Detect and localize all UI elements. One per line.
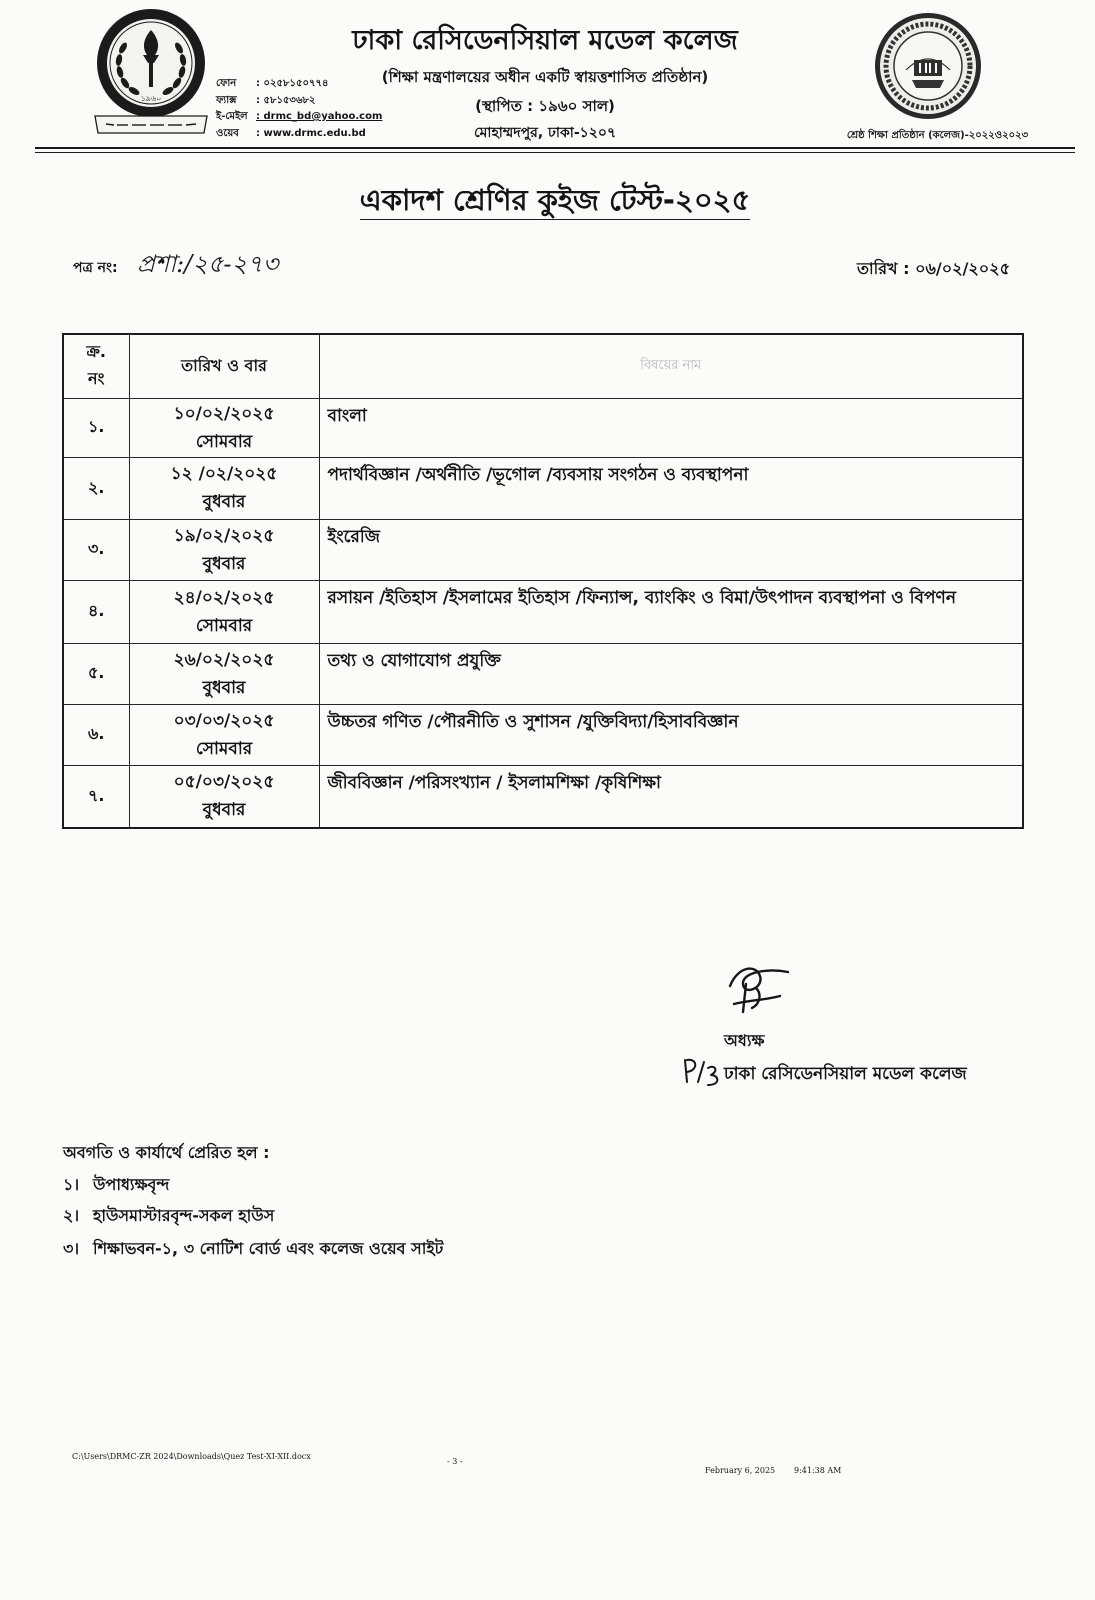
date-day-cell — [129, 765, 319, 828]
contact-value: : ৫৮১৫৩৬৮২ — [256, 94, 316, 106]
table-row — [63, 580, 1023, 643]
table-row — [63, 457, 1023, 519]
principal-signature-icon — [716, 958, 798, 1020]
notice-title-text: একাদশ শ্রেণির কুইজ টেস্ট-২০২৫ — [360, 183, 751, 220]
subject-cell: উচ্চতর গণিত /পৌরনীতি ও সুশাসন /যুক্তিবিদ্যা/হিসাববিজ্ঞান — [319, 704, 1023, 765]
subject-cell: বাংলা — [319, 398, 1023, 457]
list-item-number: ৩। — [63, 1239, 80, 1258]
college-emblem-icon — [92, 8, 210, 136]
subject-cell: রসায়ন /ইতিহাস /ইসলামের ইতিহাস /ফিন্যান্স, ব্যাংকিং ও বিমা/উৎপাদন ব্যবস্থাপনা ও বিপণন — [319, 580, 1023, 643]
exam-date: ০৩/০৩/২০২৫ — [173, 710, 275, 731]
contact-value: : www.drmc.edu.bd — [256, 127, 366, 139]
serial-cell: ৩. — [63, 519, 129, 580]
notice-title — [240, 178, 870, 227]
footer-file-path: C:\Users\DRMC-ZR 2024\Downloads\Quez Test-XI-XII.docx — [72, 1452, 311, 1461]
signatory-designation: অধ্যক্ষ — [724, 1031, 765, 1050]
emblem-year: ১৯৬০ — [140, 94, 162, 103]
date-day-cell — [129, 580, 319, 643]
footer-page-number: - 3 - — [447, 1457, 463, 1466]
list-item — [63, 1203, 274, 1230]
date-day-cell — [129, 704, 319, 765]
exam-date: ২৪/০২/২০২৫ — [173, 587, 275, 608]
header-date-day: তারিখ ও বার — [129, 334, 319, 398]
serial-cell: ১. — [63, 398, 129, 457]
list-item-text: হাউসমাস্টারবৃন্দ-সকল হাউস — [93, 1206, 275, 1225]
serial-cell: ৪. — [63, 580, 129, 643]
date-day-cell — [129, 643, 319, 704]
subject-cell: পদার্থবিজ্ঞান /অর্থনীতি /ভূগোল /ব্যবসায় সংগঠন ও ব্যবস্থাপনা — [319, 457, 1023, 519]
table-row — [63, 398, 1023, 457]
exam-day: বুধবার — [202, 800, 246, 821]
exam-date: ২৬/০২/২০২৫ — [173, 649, 275, 670]
exam-day: সোমবার — [195, 431, 253, 452]
contact-value: : ০২৫৮১৫০৭৭৪ — [256, 78, 329, 89]
award-seal-icon — [870, 10, 986, 122]
serial-cell: ২. — [63, 457, 129, 519]
award-caption: শ্রেষ্ঠ শিক্ষা প্রতিষ্ঠান (কলেজ)-২০২২ও২০২৩ — [846, 130, 1029, 141]
list-item-number: ১। — [63, 1175, 80, 1194]
subject-cell: তথ্য ও যোগাযোগ প্রযুক্তি — [319, 643, 1023, 704]
exam-day: সোমবার — [195, 615, 253, 636]
reference-label: পত্র নং: — [73, 260, 118, 276]
contact-label: ওয়েব — [216, 127, 239, 139]
header-divider — [35, 147, 1075, 149]
contact-label: ই-মেইল — [216, 111, 248, 122]
header-serial-line: ক্র. — [86, 342, 106, 362]
table-row — [63, 643, 1023, 704]
exam-day: সোমবার — [195, 738, 253, 759]
list-item — [63, 1172, 169, 1199]
exam-day: বুধবার — [202, 553, 246, 574]
header-serial — [63, 334, 129, 398]
college-subtitle: (শিক্ষা মন্ত্রণালয়ের অধীন একটি স্বায়ত্তশাসিত প্রতিষ্ঠান) — [381, 68, 709, 86]
table-row — [63, 765, 1023, 828]
contact-label: ফোন — [216, 78, 237, 89]
list-item-number: ২। — [63, 1206, 80, 1225]
subject-cell: ইংরেজি — [319, 519, 1023, 580]
exam-schedule-table — [62, 333, 1024, 829]
date-day-cell — [129, 457, 319, 519]
footer-print-date: February 6, 2025 — [705, 1466, 776, 1475]
exam-date: ১২ /০২/২০২৫ — [170, 464, 278, 484]
list-item-text: শিক্ষাভবন-১, ৩ নোটিশ বোর্ড এবং কলেজ ওয়েব সাইট — [93, 1239, 444, 1258]
serial-cell: ৬. — [63, 704, 129, 765]
distribution-heading: অবগতি ও কার্যার্থে প্রেরিত হল : — [63, 1143, 270, 1162]
exam-date: ০৫/০৩/২০২৫ — [173, 772, 275, 793]
exam-date: ১৯/০২/২০২৫ — [173, 525, 275, 546]
header-divider — [35, 152, 1075, 153]
header-subject: বিষয়ের নাম — [319, 334, 1023, 398]
contact-value: : drmc_bd@yahoo.com — [256, 111, 383, 122]
list-item-text: উপাধ্যক্ষবৃন্দ — [93, 1175, 170, 1194]
table-header-row — [63, 334, 1023, 398]
list-item — [63, 1236, 443, 1263]
reference-number-handwritten: প্রশা:/২৫-২৭৩ — [137, 250, 279, 278]
serial-cell: ৭. — [63, 765, 129, 828]
table-row — [63, 519, 1023, 580]
established-year: (স্থাপিত : ১৯৬০ সাল) — [475, 97, 615, 115]
college-name: ঢাকা রেসিডেনসিয়াল মডেল কলেজ — [352, 25, 738, 56]
subject-cell: জীববিজ্ঞান /পরিসংখ্যান / ইসলামশিক্ষা /কৃষিশিক্ষা — [319, 765, 1023, 828]
exam-day: বুধবার — [202, 492, 246, 512]
on-behalf-scribble-icon — [680, 1052, 722, 1090]
date-day-cell — [129, 519, 319, 580]
signatory-college: ঢাকা রেসিডেনসিয়াল মডেল কলেজ — [724, 1064, 967, 1084]
college-address: মোহাম্মদপুর, ঢাকা-১২০৭ — [473, 125, 617, 141]
contact-label: ফ্যাক্স — [216, 94, 237, 106]
exam-date: ১০/০২/২০২৫ — [173, 403, 275, 424]
serial-cell: ৫. — [63, 643, 129, 704]
exam-day: বুধবার — [202, 677, 246, 698]
header-serial-line: নং — [88, 369, 105, 389]
date-day-cell — [129, 398, 319, 457]
table-row — [63, 704, 1023, 765]
notice-date: তারিখ : ০৬/০২/২০২৫ — [857, 259, 1010, 278]
footer-print-time: 9:41:38 AM — [794, 1466, 842, 1475]
